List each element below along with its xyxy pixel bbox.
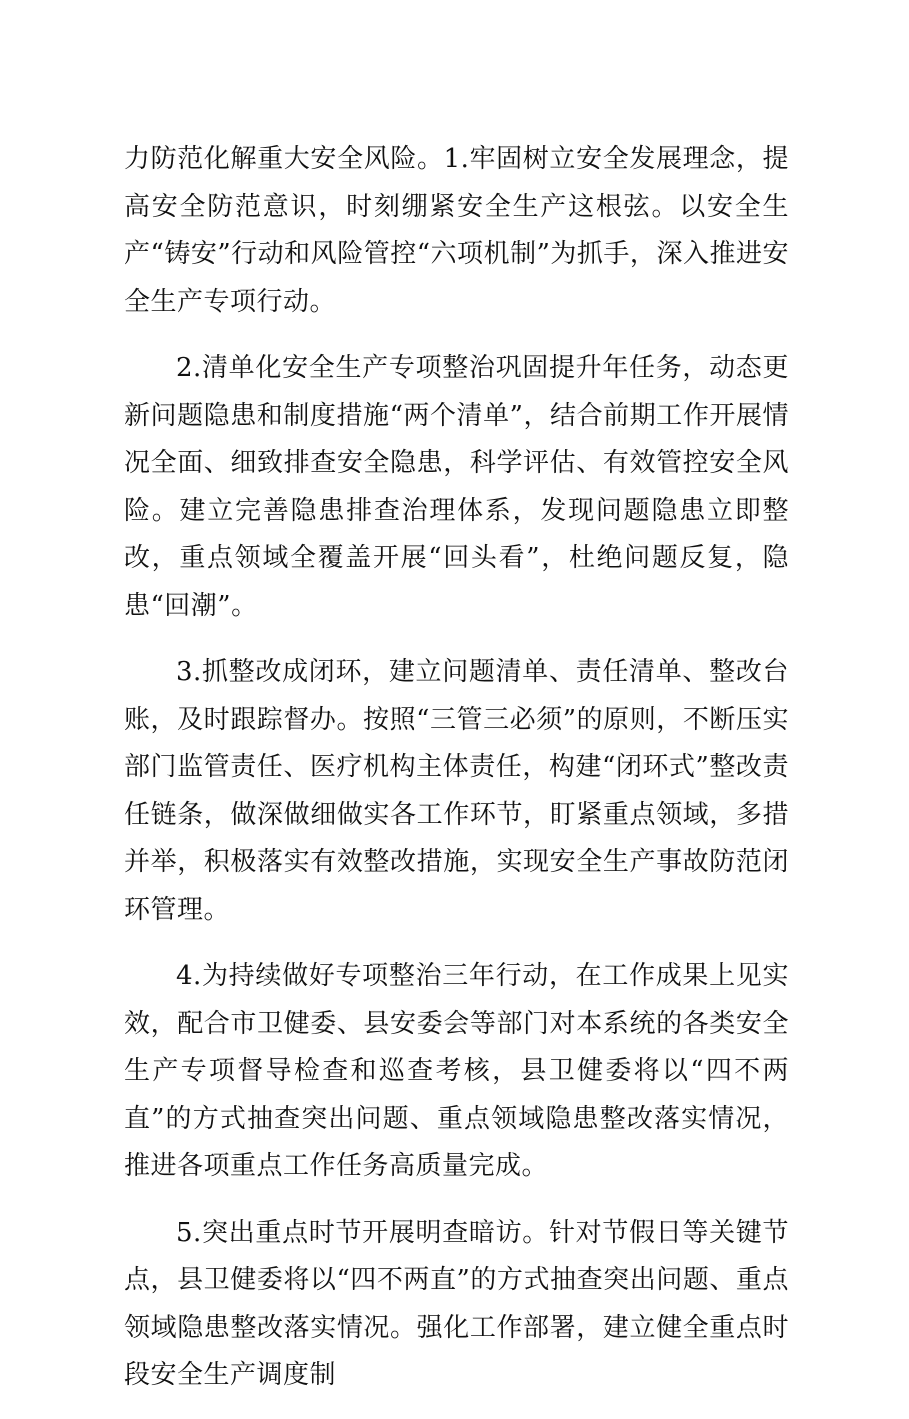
paragraph-continuation: 力防范化解重大安全风险。1.牢固树立安全发展理念，提高安全防范意识，时刻绷紧安全生产这根弦。以安全生产“铸安”行动和风险管控“六项机制”为抓手，深入推进安全生产专项行动。	[124, 144, 789, 317]
paragraph-item-5: 5.突出重点时节开展明查暗访。针对节假日等关键节点，县卫健委将以“四不两直”的方式抽查突出问题、重点领域隐患整改落实情况。强化工作部署，建立健全重点时段安全生产调度制	[124, 1217, 789, 1390]
paragraph-item-3: 3.抓整改成闭环，建立问题清单、责任清单、整改台账，及时跟踪督办。按照“三管三必须”的原则，不断压实部门监管责任、医疗机构主体责任，构建“闭环式”整改责任链条，做深做细做实各工作环节，盯紧重点领域，多措并举，积极落实有效整改措施，实现安全生产事故防范闭环管理。	[124, 657, 789, 925]
paragraph-item-4: 4.为持续做好专项整治三年行动，在工作成果上见实效，配合市卫健委、县安委会等部门对本系统的各类安全生产专项督导检查和巡查考核，县卫健委将以“四不两直”的方式抽查突出问题、重点领域隐患整改落实情况，推进各项重点工作任务高质量完成。	[124, 961, 789, 1181]
document-page	[124, 136, 789, 1419]
paragraph-item-2: 2.清单化安全生产专项整治巩固提升年任务，动态更新问题隐患和制度措施“两个清单”，结合前期工作开展情况全面、细致排查安全隐患，科学评估、有效管控安全风险。建立完善隐患排查治理体系，发现问题隐患立即整改，重点领域全覆盖开展“回头看”，杜绝问题反复，隐患“回潮”。	[124, 353, 789, 621]
